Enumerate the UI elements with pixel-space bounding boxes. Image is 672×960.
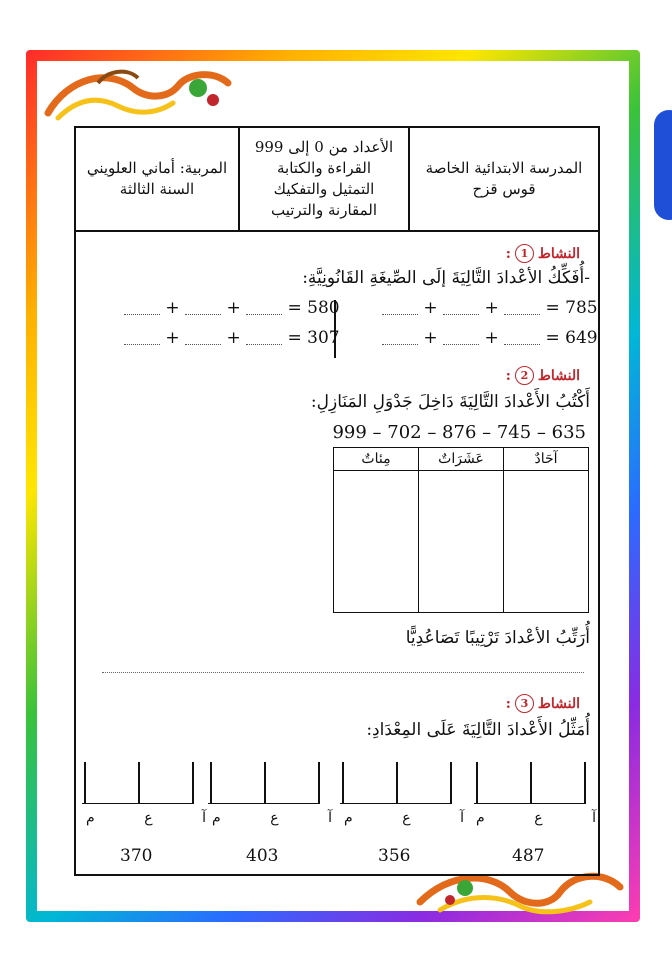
place-value-table bbox=[333, 447, 589, 613]
decompose-307: + + = 307 bbox=[124, 328, 340, 348]
activity-3-number: 3 bbox=[515, 694, 534, 713]
blank-field[interactable] bbox=[124, 332, 160, 345]
blank-field[interactable] bbox=[246, 302, 282, 315]
topic-line-3: التمثيل والتفكيك bbox=[273, 180, 375, 198]
side-tab-decoration bbox=[654, 110, 672, 220]
abacus-2-labels: م ع آ bbox=[212, 810, 332, 826]
activity-3-title bbox=[506, 694, 580, 713]
header-table bbox=[74, 126, 600, 232]
tens-column[interactable] bbox=[418, 448, 503, 612]
header-teacher-cell bbox=[76, 128, 240, 230]
activity-3-label: النشاط bbox=[537, 695, 580, 712]
abacus-2[interactable] bbox=[208, 758, 320, 804]
blank-field[interactable] bbox=[443, 302, 479, 315]
activity-1-number: 1 bbox=[515, 244, 534, 263]
activity-3-instruction: أُمَثِّلُ الأَعْدادَ التَّالِيَةَ عَلَى المِعْدَادِ: bbox=[366, 720, 590, 740]
school-subname: قوس قزح bbox=[472, 180, 536, 198]
blank-field[interactable] bbox=[124, 302, 160, 315]
abacus-number-370: 370 bbox=[120, 846, 153, 866]
abacus-1-labels: م ع آ bbox=[86, 810, 206, 826]
hundreds-header: مِئاتٌ bbox=[334, 448, 418, 471]
blank-field[interactable] bbox=[504, 332, 540, 345]
abacus-3-labels: م ع آ bbox=[344, 810, 464, 826]
activity-2-instruction: أَكْتُبُ الأَعْدادَ التَّالِيَةَ دَاخِلَ جَدْوَلِ المَنَازِلِ: bbox=[310, 392, 590, 412]
order-instruction: أُرَتِّبُ الأعْدادَ تَرْتِيبًا تَصَاعُدِيًّا bbox=[405, 628, 590, 648]
activity-2-numbers: 999 – 702 – 876 – 745 – 635 bbox=[332, 422, 586, 443]
blank-field[interactable] bbox=[185, 332, 221, 345]
order-answer-line[interactable] bbox=[102, 672, 584, 673]
topic-line-4: المقارنة والترتيب bbox=[271, 201, 378, 219]
abacus-1[interactable] bbox=[82, 758, 194, 804]
blank-field[interactable] bbox=[185, 302, 221, 315]
activity-2-number: 2 bbox=[515, 366, 534, 385]
teacher-name: المربية: أماني العلويني bbox=[86, 159, 228, 177]
activity-1-instruction: -أُفَكِّكُ الأعْدادَ التَّالِيَةَ إلَى الصِّيغَةِ القَانُونِيَّةِ: bbox=[302, 268, 590, 288]
blank-field[interactable] bbox=[504, 302, 540, 315]
activity-1-label: النشاط bbox=[537, 245, 580, 262]
decompose-785: + + = 785 bbox=[382, 298, 598, 318]
corner-ornament-top-left-icon bbox=[38, 58, 238, 128]
units-column[interactable] bbox=[503, 448, 588, 612]
blank-field[interactable] bbox=[382, 302, 418, 315]
abacus-3[interactable] bbox=[340, 758, 452, 804]
activity-2-label: النشاط bbox=[537, 367, 580, 384]
activity-3-colon: : bbox=[505, 695, 511, 712]
topic-line-2: القراءة والكتابة bbox=[276, 159, 372, 177]
abacus-number-356: 356 bbox=[378, 846, 411, 866]
abacus-4[interactable] bbox=[474, 758, 586, 804]
school-name: المدرسة الابتدائية الخاصة bbox=[425, 159, 583, 177]
class-level: السنة الثالثة bbox=[119, 180, 195, 198]
header-school-cell bbox=[410, 128, 598, 230]
hundreds-column[interactable] bbox=[334, 448, 418, 612]
worksheet-content bbox=[74, 232, 600, 876]
abacus-number-487: 487 bbox=[512, 846, 545, 866]
decompose-649: + + = 649 bbox=[382, 328, 598, 348]
decompose-580: + + = 580 bbox=[124, 298, 340, 318]
blank-field[interactable] bbox=[382, 332, 418, 345]
tens-header: عَشَرَاتٌ bbox=[419, 448, 503, 471]
abacus-4-labels: م ع آ bbox=[476, 810, 596, 826]
blank-field[interactable] bbox=[443, 332, 479, 345]
activity-1-colon: : bbox=[505, 245, 511, 262]
topic-line-1: الأعداد من 0 إلى 999 bbox=[254, 138, 394, 156]
activity-2-title bbox=[506, 366, 580, 385]
abacus-number-403: 403 bbox=[246, 846, 279, 866]
activity-2-colon: : bbox=[505, 367, 511, 384]
units-header: آحَادٌ bbox=[504, 448, 588, 471]
activity-1-title bbox=[506, 244, 580, 263]
header-topic-cell bbox=[240, 128, 410, 230]
blank-field[interactable] bbox=[246, 332, 282, 345]
